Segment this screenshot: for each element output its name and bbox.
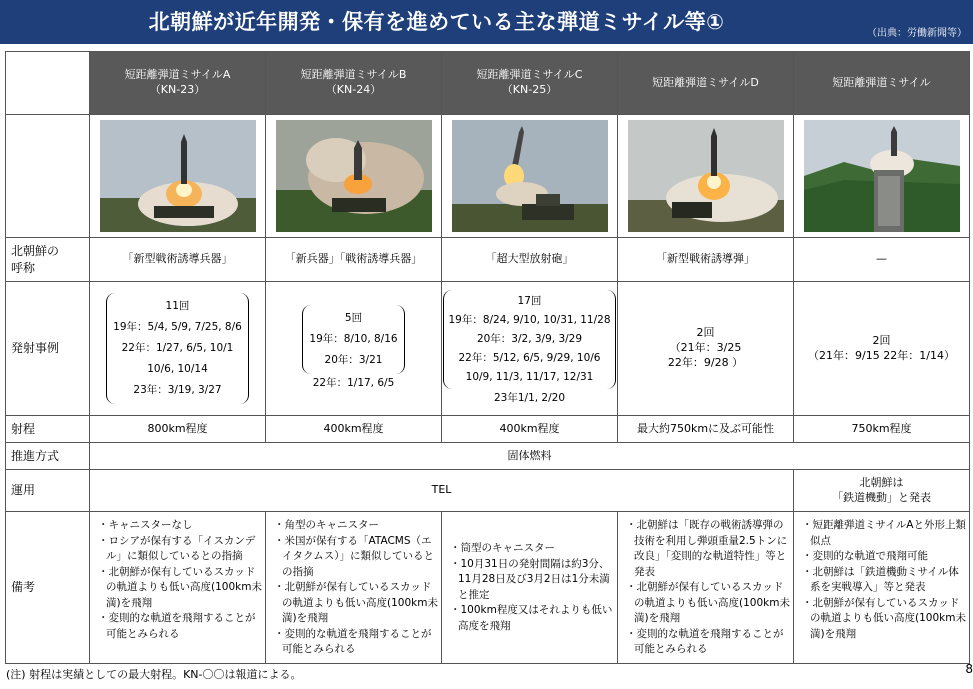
row-label-text: 北朝鮮の 呼称 bbox=[11, 244, 60, 275]
launches-c bbox=[442, 282, 618, 416]
remark-item: ・角型のキャニスター bbox=[274, 519, 379, 531]
remark-item: ・変則的な軌道を飛翔することが可能とみられる bbox=[274, 627, 432, 655]
remark-item: ・北朝鮮が保有しているスカッドの軌道よりも低い高度(100km未満)を飛翔 bbox=[98, 565, 262, 609]
launch-count: 5回 bbox=[344, 312, 363, 324]
missile-rail-photo bbox=[804, 120, 960, 232]
remark-item: ・キャニスターなし bbox=[98, 519, 193, 531]
row-label-nk-name bbox=[6, 238, 90, 282]
launch-bracket bbox=[106, 293, 249, 404]
row-label-range: 射程 bbox=[6, 416, 90, 443]
missile-table bbox=[5, 51, 970, 664]
remark-item: ・短距離弾道ミサイルAと外形上類似点 bbox=[802, 519, 966, 547]
remarks-c bbox=[442, 512, 618, 664]
launch-dates: 22年：1/27, 6/5, 10/1 bbox=[121, 342, 234, 354]
header-missile-c bbox=[442, 52, 618, 115]
remark-item: ・変則的な軌道で飛翔可能 bbox=[802, 550, 928, 562]
row-label-propulsion: 推進方式 bbox=[6, 443, 90, 470]
photo-row-label bbox=[6, 115, 90, 238]
remark-item: ・北朝鮮が保有しているスカッドの軌道よりも低い高度(100km未満)を飛翔 bbox=[274, 581, 438, 624]
launch-bracket bbox=[302, 305, 404, 374]
launch-dates: 10/6, 10/14 bbox=[147, 363, 208, 375]
remarks-e bbox=[794, 512, 970, 664]
nk-name-b: 「新兵器」「戦術誘導兵器」 bbox=[266, 238, 442, 282]
header-name: 短距離弾道ミサイルA bbox=[124, 68, 231, 82]
launch-dates: 23年：3/19, 3/27 bbox=[133, 384, 222, 396]
photo-cell-e bbox=[794, 115, 970, 238]
remarks-b bbox=[266, 512, 442, 664]
launch-dates: 19年：5/4, 5/9, 7/25, 8/6 bbox=[113, 321, 242, 333]
operation-rail bbox=[794, 470, 970, 512]
remark-item: ・変則的な軌道を飛翔することが可能とみられる bbox=[98, 612, 256, 640]
remark-item: ・100km程度又はそれよりも低い高度を飛翔 bbox=[450, 604, 613, 632]
nk-name-e: — bbox=[794, 238, 970, 282]
footnote: (注) 射程は実績としての最大射程。KN-〇〇は報道による。 bbox=[6, 668, 302, 681]
missile-c-photo bbox=[452, 120, 608, 232]
header-name: 短距離弾道ミサイルD bbox=[652, 75, 759, 89]
header-missile-rail bbox=[794, 52, 970, 115]
launch-dates: 19年：8/10, 8/16 bbox=[309, 333, 398, 345]
nk-name-c: 「超大型放射砲」 bbox=[442, 238, 618, 282]
launch-count: 2回 bbox=[872, 333, 891, 347]
range-c: 400km程度 bbox=[442, 416, 618, 443]
launch-dates: 10/9, 11/3, 11/17, 12/31 bbox=[465, 371, 594, 383]
photo-cell-c bbox=[442, 115, 618, 238]
launch-dates: 20年：3/2, 3/9, 3/29 bbox=[476, 333, 583, 345]
remark-item: ・北朝鮮は「既存の戦術誘導弾の技術を利用し弾頭重量2.5トンに改良」「変則的な軌道特性」等と発表 bbox=[626, 519, 788, 578]
remark-item: ・ロシアが保有する「イスカンデル」に類似しているとの指摘 bbox=[98, 534, 256, 562]
range-d: 最大約750kmに及ぶ可能性 bbox=[618, 416, 794, 443]
missile-a-photo bbox=[100, 120, 256, 232]
launch-dates: 23年1/1, 2/20 bbox=[493, 392, 565, 404]
remark-item: ・北朝鮮は「鉄道機動ミサイル体系を実戦導入」等と発表 bbox=[802, 565, 959, 593]
header-missile-b bbox=[266, 52, 442, 115]
title-bar bbox=[0, 0, 973, 44]
launch-count: 17回 bbox=[517, 295, 542, 307]
photo-cell-a bbox=[90, 115, 266, 238]
range-b: 400km程度 bbox=[266, 416, 442, 443]
header-corner bbox=[6, 52, 90, 115]
row-label-operation: 運用 bbox=[6, 470, 90, 512]
operation-rail-line: 北朝鮮は bbox=[859, 475, 904, 489]
operation-value: TEL bbox=[90, 470, 794, 512]
header-missile-a bbox=[90, 52, 266, 115]
launches-e bbox=[794, 282, 970, 416]
propulsion-value: 固体燃料 bbox=[90, 443, 970, 470]
remark-item: ・米国が保有する「ATACMS（エイタクムス）」に類似しているとの指摘 bbox=[274, 534, 435, 578]
launch-bracket bbox=[443, 290, 615, 389]
launch-dates: 20年：3/21 bbox=[324, 354, 383, 366]
photo-cell-d bbox=[618, 115, 794, 238]
launches-b bbox=[266, 282, 442, 416]
remark-item: ・10月31日の発射間隔は約3分、11月28日及び3月2日は1分未満と推定 bbox=[450, 557, 610, 601]
launch-count: 2回 bbox=[696, 326, 715, 340]
header-code: （KN-23） bbox=[149, 83, 206, 96]
nk-name-a: 「新型戦術誘導兵器」 bbox=[90, 238, 266, 282]
header-name: 短距離弾道ミサイル bbox=[832, 75, 931, 89]
remark-item: ・北朝鮮が保有しているスカッドの軌道よりも低い高度(100km未満)を飛翔 bbox=[802, 596, 966, 640]
remarks-a bbox=[90, 512, 266, 664]
launch-dates: 22年：5/12, 6/5, 9/29, 10/6 bbox=[458, 352, 601, 364]
header-code: （KN-25） bbox=[501, 83, 558, 96]
remarks-d bbox=[618, 512, 794, 664]
operation-rail-line: 「鉄道機動」と発表 bbox=[832, 490, 931, 504]
page-title: 北朝鮮が近年開発・保有を進めている主な弾道ミサイル等① bbox=[148, 10, 725, 34]
launch-count: 11回 bbox=[165, 300, 190, 312]
remark-item: ・北朝鮮が保有しているスカッドの軌道よりも低い高度(100km未満)を飛翔 bbox=[626, 581, 790, 624]
launches-d bbox=[618, 282, 794, 416]
row-label-launches: 発射事例 bbox=[6, 282, 90, 416]
header-code: （KN-24） bbox=[325, 83, 382, 96]
launch-dates: （21年：3/25 bbox=[669, 341, 742, 355]
missile-b-photo bbox=[276, 120, 432, 232]
launch-dates: 22年：1/17, 6/5 bbox=[312, 377, 395, 389]
launch-dates: 22年：9/28 ） bbox=[667, 355, 744, 369]
nk-name-d: 「新型戦術誘導弾」 bbox=[618, 238, 794, 282]
source-note: （出典：労働新聞等） bbox=[867, 28, 967, 39]
launches-a bbox=[90, 282, 266, 416]
remark-item: ・変則的な軌道を飛翔することが可能とみられる bbox=[626, 627, 784, 655]
header-name: 短距離弾道ミサイルC bbox=[476, 68, 583, 82]
header-name: 短距離弾道ミサイルB bbox=[300, 68, 407, 82]
launch-dates: 19年：8/24, 9/10, 10/31, 11/28 bbox=[448, 314, 611, 326]
photo-cell-b bbox=[266, 115, 442, 238]
row-label-remarks: 備考 bbox=[6, 512, 90, 664]
remark-item: ・筒型のキャニスター bbox=[450, 542, 555, 554]
range-e: 750km程度 bbox=[794, 416, 970, 443]
range-a: 800km程度 bbox=[90, 416, 266, 443]
launch-dates: （21年：9/15 22年：1/14） bbox=[808, 348, 955, 362]
missile-d-photo bbox=[628, 120, 784, 232]
header-missile-d bbox=[618, 52, 794, 115]
page-number: 8 bbox=[965, 662, 973, 676]
